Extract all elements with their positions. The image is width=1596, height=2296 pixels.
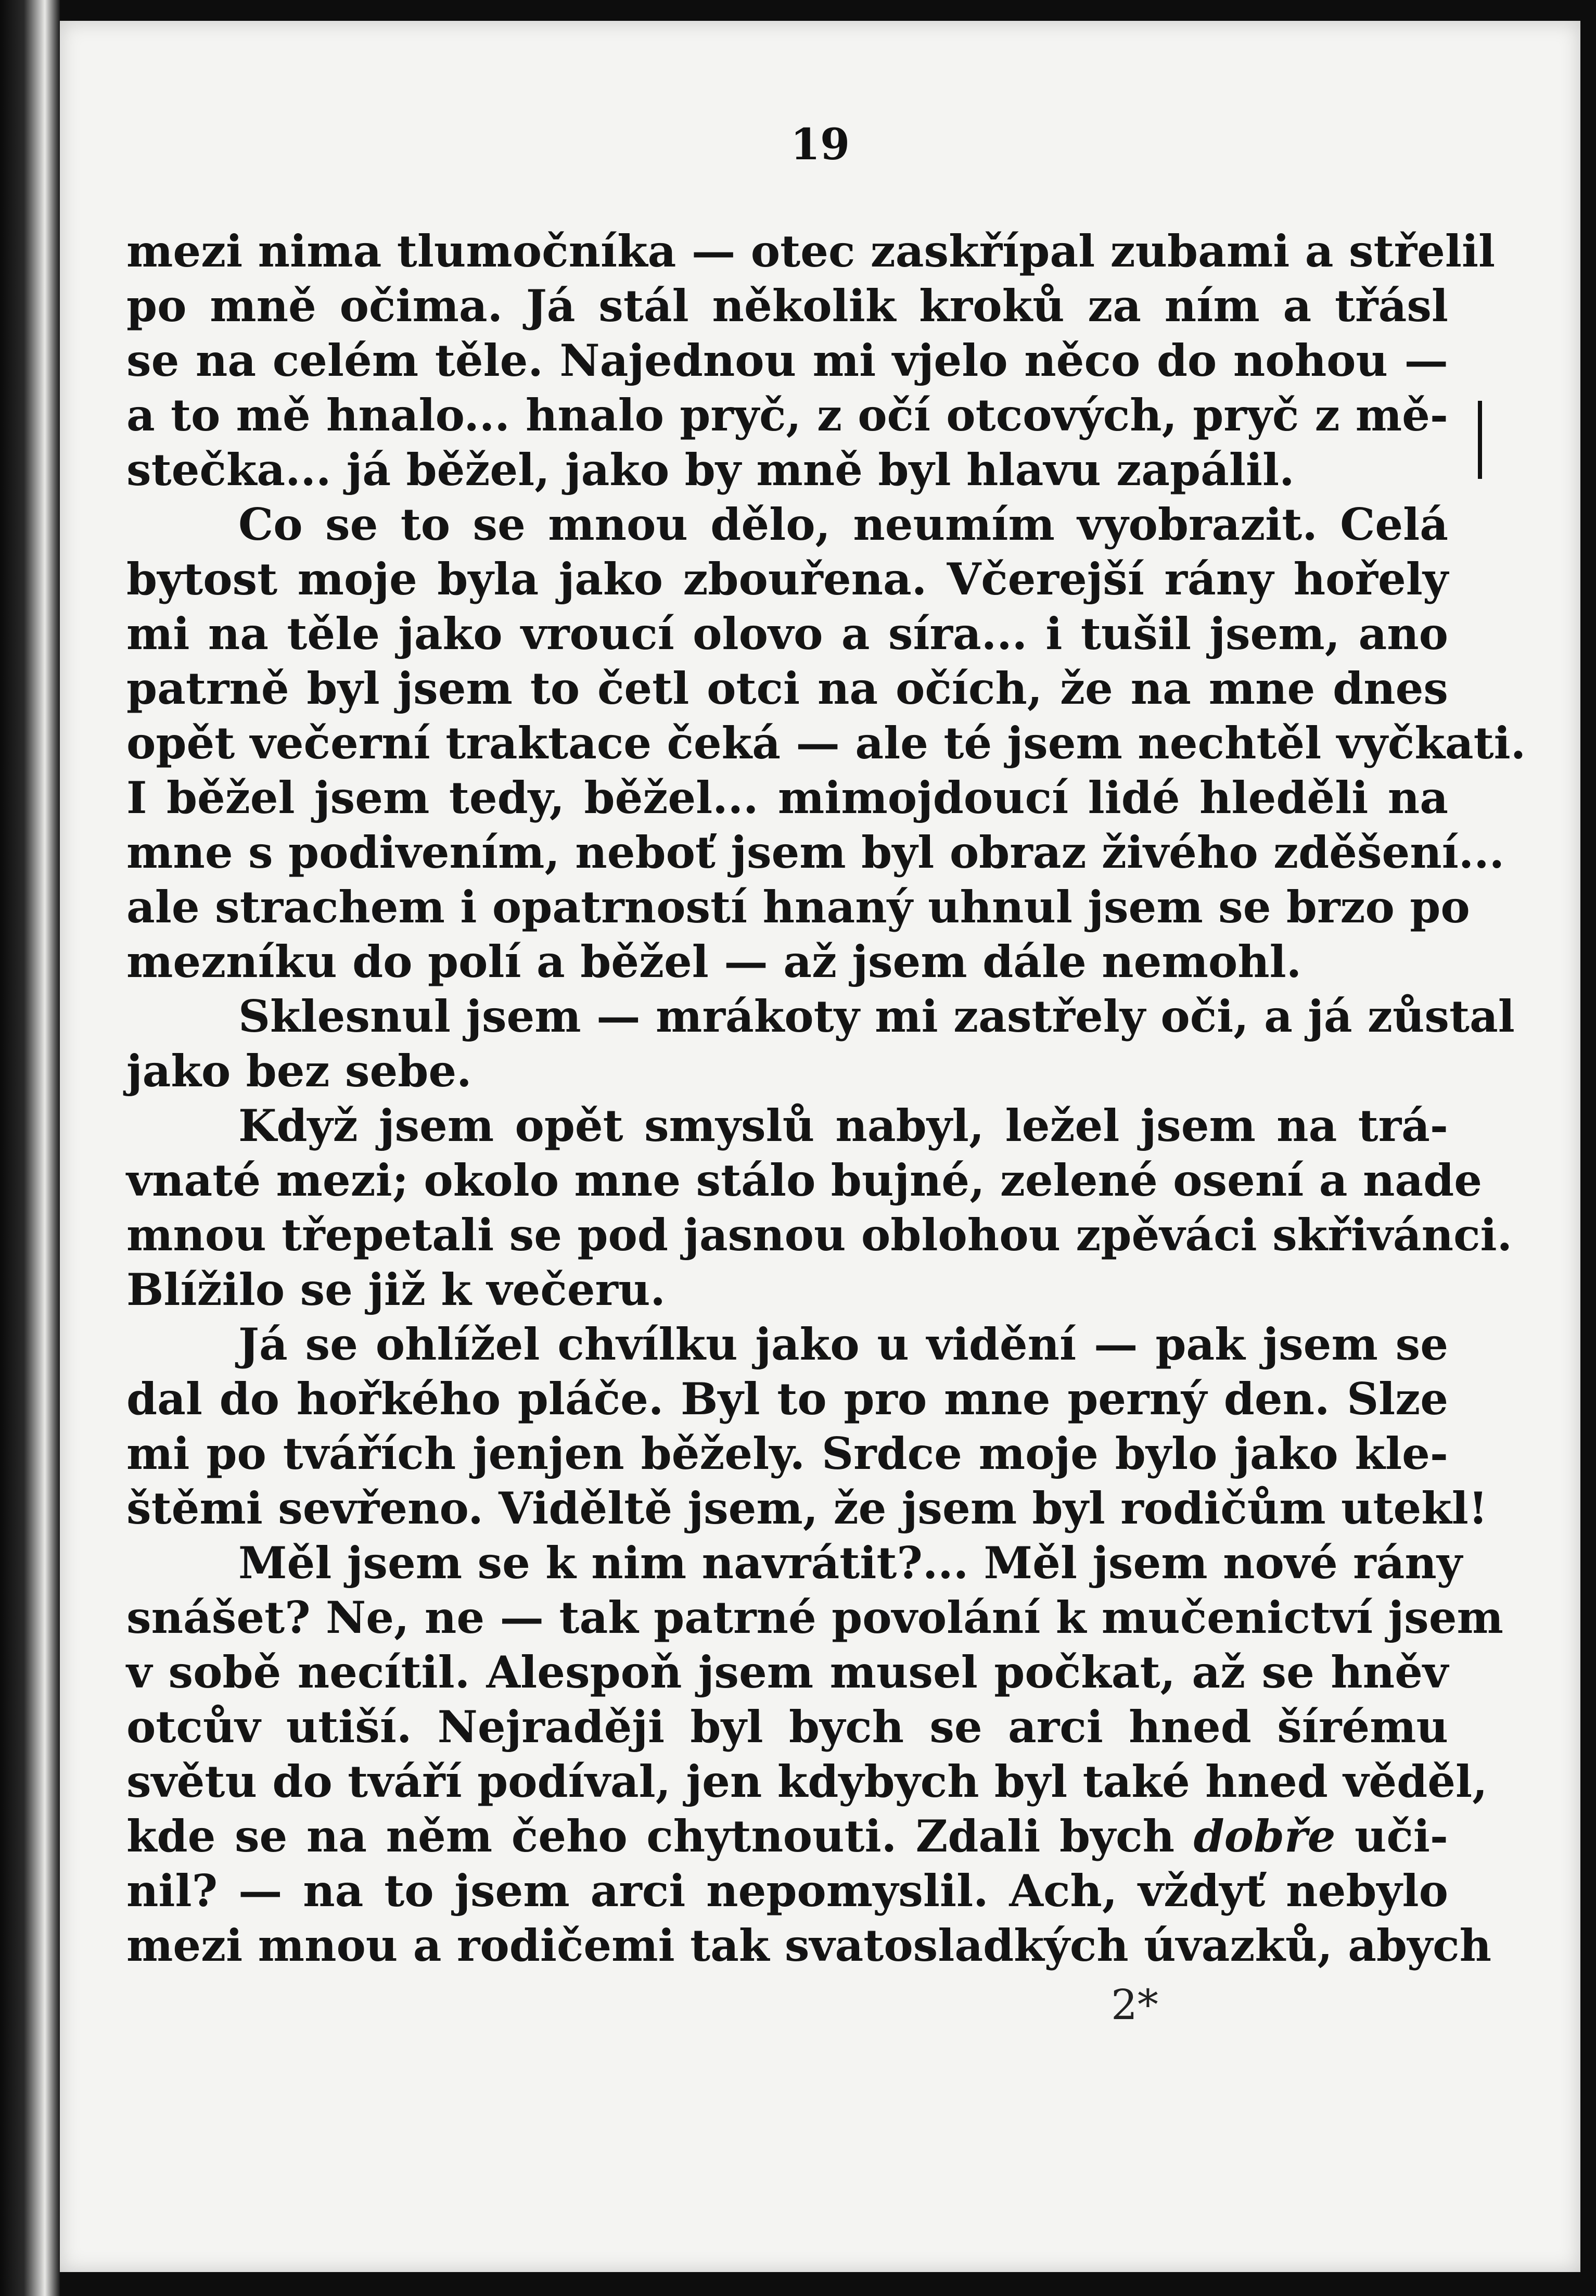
body-text [126, 224, 1526, 1973]
book-binding-edge [0, 0, 60, 2296]
text-line: se na celém těle. Najednou mi vjelo něco do nohou — [126, 335, 1448, 386]
text-line: jako bez sebe. [126, 1045, 472, 1097]
text-line: po mně očima. Já stál několik kroků za ním a třásl [126, 280, 1448, 332]
text-line: I běžel jsem tedy, běžel... mimojdoucí lidé hleděli na [126, 772, 1448, 823]
text-line: Když jsem opět smyslů nabyl, ležel jsem na trá- [238, 1100, 1448, 1151]
text-line: dal do hořkého pláče. Byl to pro mne perný den. Slze [126, 1373, 1448, 1425]
text-line: Blížilo se již k večeru. [126, 1264, 666, 1315]
text-line: snášet? Ne, ne — tak patrné povolání k mučenictví jsem [126, 1592, 1503, 1643]
book-page [60, 21, 1580, 2272]
margin-mark [1478, 401, 1482, 479]
text-line: a to mě hnalo... hnalo pryč, z očí otcových, pryč z mě- [126, 389, 1448, 441]
text-line: mezi mnou a rodičemi tak svatosladkých úvazků, abych [126, 1920, 1492, 1971]
text-line: štěmi sevřeno. Viděltě jsem, že jsem byl rodičům utekl! [126, 1482, 1488, 1534]
text-line: mi na těle jako vroucí olovo a síra... i tušil jsem, ano [126, 608, 1448, 659]
text-line: otcův utiší. Nejraději byl bych se arci hned šírému [126, 1701, 1448, 1753]
text-line: mezi nima tlumočníka — otec zaskřípal zubami a střelil [126, 225, 1496, 277]
text-line: ale strachem i opatrností hnaný uhnul jsem se brzo po [126, 881, 1470, 933]
text-line: mezníku do polí a běžel — až jsem dále nemohl. [126, 936, 1302, 987]
text-line: Co se to se mnou dělo, neumím vyobrazit. Celá [238, 499, 1448, 550]
text-line: kde se na něm čeho chytnouti. Zdali bych dobře uči- [126, 1810, 1449, 1862]
text-line: vnaté mezi; okolo mne stálo bujné, zelené osení a nade [126, 1155, 1482, 1206]
text-line: světu do tváří podíval, jen kdybych byl také hned věděl, [126, 1756, 1488, 1807]
text-line: nil? — na to jsem arci nepomyslil. Ach, vždyť nebylo [126, 1865, 1448, 1917]
text-line: Já se ohlížel chvílku jako u vidění — pak jsem se [238, 1318, 1448, 1370]
page-number: 19 [790, 120, 850, 170]
text-line: v sobě necítil. Alespoň jsem musel počkat, až se hněv [126, 1646, 1448, 1698]
text-line: mi po tvářích jenjen běžely. Srdce moje bylo jako kle- [126, 1428, 1448, 1479]
text-line: patrně byl jsem to četl otci na očích, že na mne dnes [126, 663, 1448, 714]
text-line: mnou třepetali se pod jasnou oblohou zpěváci skřivánci. [126, 1209, 1513, 1261]
text-line: opět večerní traktace čeká — ale té jsem nechtěl vyčkati. [126, 717, 1526, 769]
text-line: mne s podivením, neboť jsem byl obraz živého zděšení... [126, 827, 1505, 878]
printer-signature: 2* [1111, 1981, 1158, 2029]
text-line: stečka... já běžel, jako by mně byl hlavu zapálil. [126, 444, 1295, 496]
text-line: Měl jsem se k nim navrátit?... Měl jsem nové rány [238, 1537, 1462, 1589]
text-line: bytost moje byla jako zbouřena. Včerejší rány hořely [126, 553, 1448, 605]
text-line: Sklesnul jsem — mrákoty mi zastřely oči, a já zůstal [238, 991, 1515, 1042]
